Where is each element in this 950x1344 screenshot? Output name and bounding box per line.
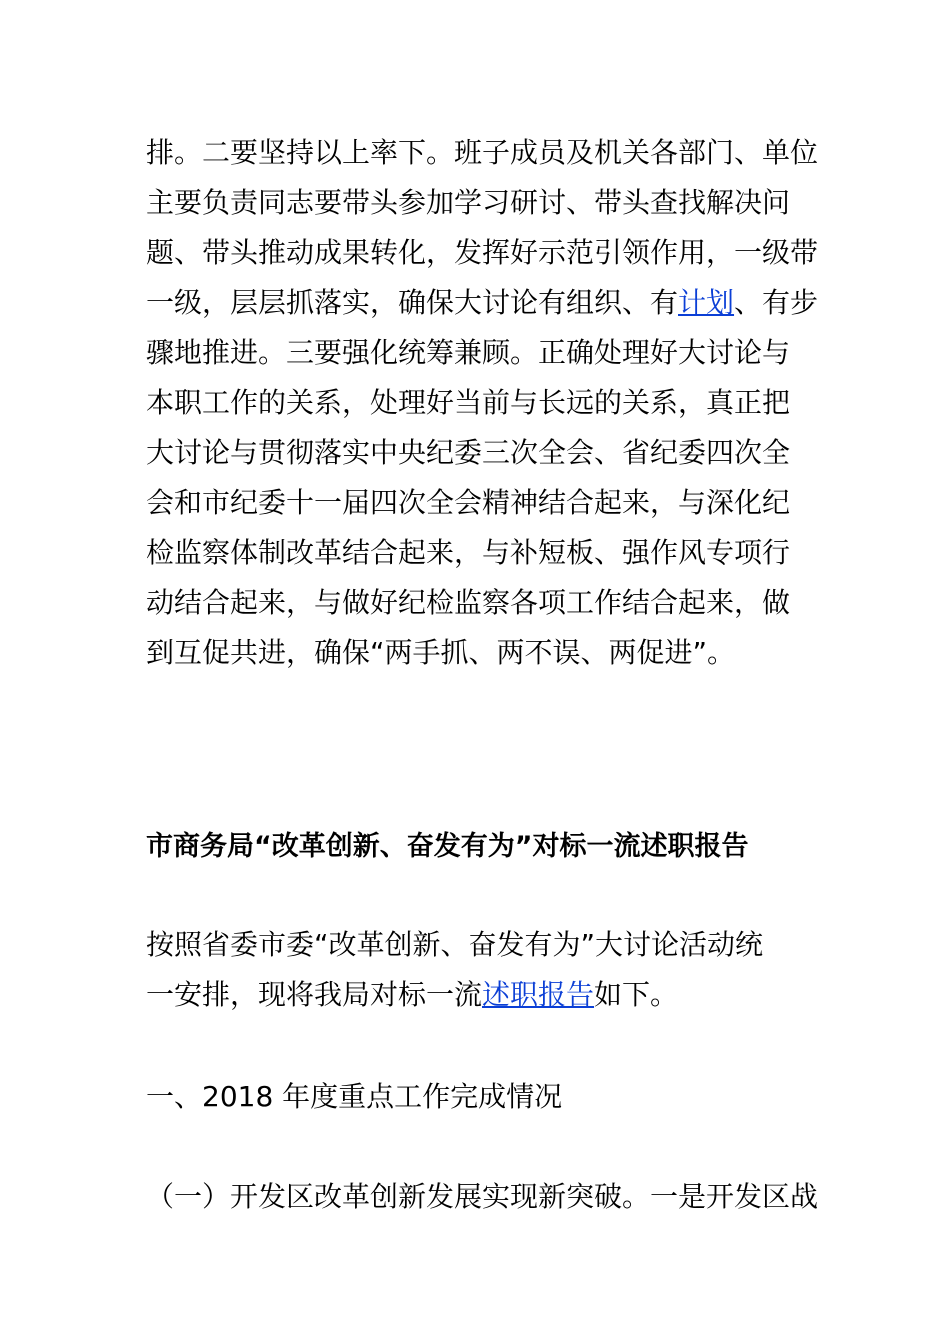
paragraph-line: 本职工作的关系，处理好当前与长远的关系，真正把 [146, 386, 791, 419]
paragraph-line-text: 、有步 [734, 286, 819, 319]
paragraph-line: 大讨论与贯彻落实中央纪委三次全会、省纪委四次全 [146, 436, 791, 469]
paragraph-2 [146, 920, 763, 1020]
report-link[interactable]: 述职报告 [482, 978, 595, 1011]
paragraph-line-with-link [146, 970, 763, 1020]
paragraph-line: 动结合起来，与做好纪检监察各项工作结合起来，做 [146, 586, 791, 619]
paragraph-line-text: 一安排，现将我局对标一流 [146, 978, 483, 1011]
paragraph-line-text: 如下。 [594, 978, 679, 1011]
paragraph-line: 排。二要坚持以上率下。班子成员及机关各部门、单位 [146, 136, 819, 169]
plan-link[interactable]: 计划 [678, 286, 735, 319]
paragraph-line-with-link [146, 278, 819, 328]
paragraph-line-text: 一级，层层抓落实，确保大讨论有组织、有 [146, 286, 679, 319]
paragraph-line: 题、带头推动成果转化，发挥好示范引领作用，一级带 [146, 236, 819, 269]
report-title: 市商务局“改革创新、奋发有为”对标一流述职报告 [146, 831, 749, 862]
paragraph-line: 按照省委市委“改革创新、奋发有为”大讨论活动统 [146, 928, 764, 961]
paragraph-line: 会和市纪委十一届四次全会精神结合起来，与深化纪 [146, 486, 791, 519]
paragraph-line: 骤地推进。三要强化统筹兼顾。正确处理好大讨论与 [146, 336, 791, 369]
section-heading: 一、2018 年度重点工作完成情况 [146, 1080, 563, 1113]
paragraph-line: 检监察体制改革结合起来，与补短板、强作风专项行 [146, 536, 791, 569]
paragraph-line: 主要负责同志要带头参加学习研讨、带头查找解决问 [146, 186, 791, 219]
document-page [146, 128, 819, 678]
paragraph-1 [146, 128, 819, 678]
subsection-heading: （一）开发区改革创新发展实现新突破。一是开发区战 [146, 1180, 819, 1213]
paragraph-line: 到互促共进，确保“两手抓、两不误、两促进”。 [146, 636, 736, 669]
